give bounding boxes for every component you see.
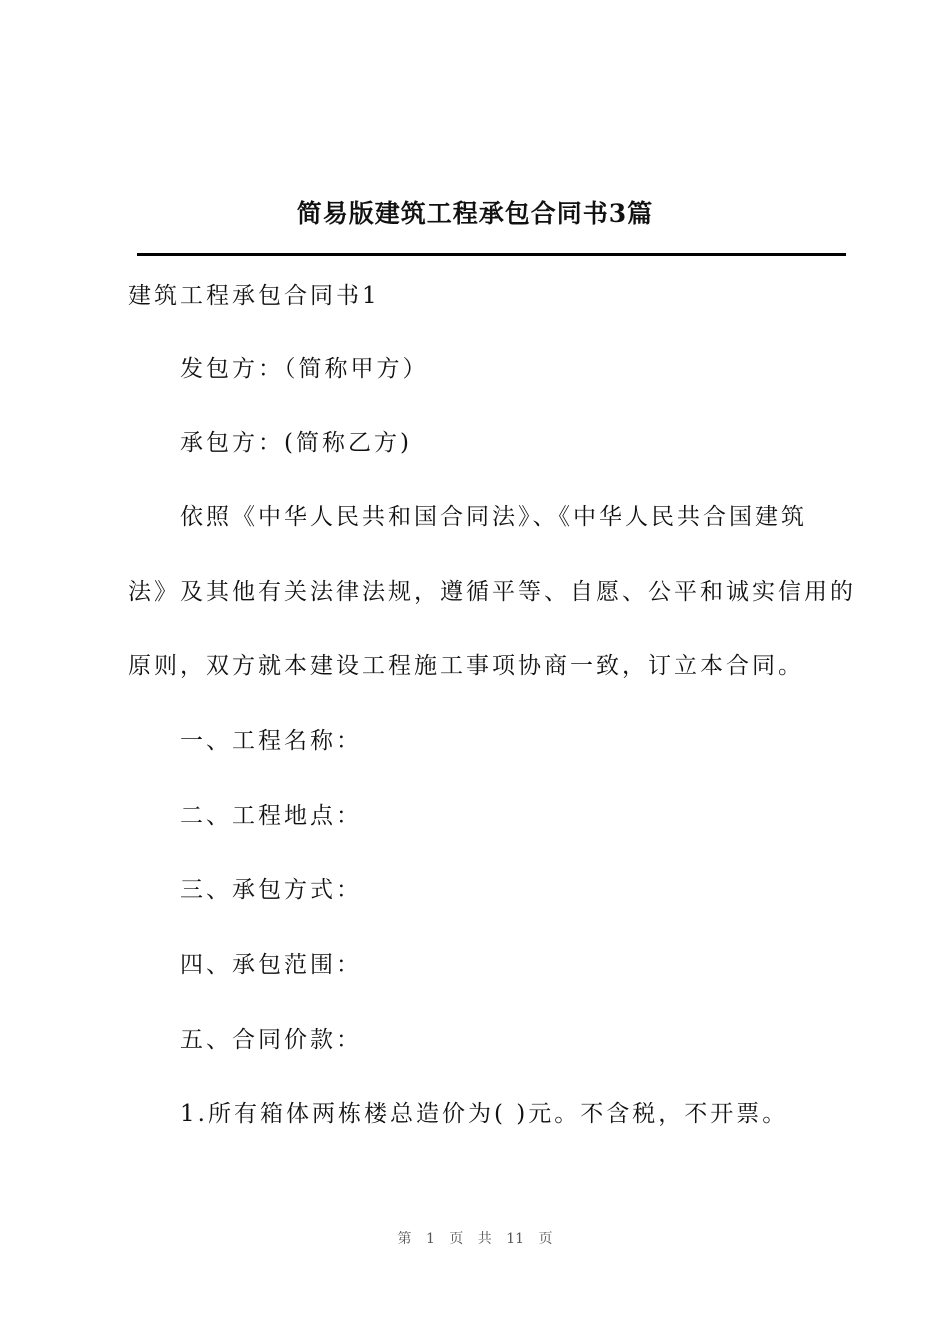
party-b-line: 承包方：(简称乙方): [180, 430, 412, 456]
preamble-line-2: 法》及其他有关法律法规，遵循平等、自愿、公平和诚实信用的: [128, 579, 856, 605]
clause-price: 五、合同价款：: [180, 1027, 362, 1053]
clause-contract-mode: 三、承包方式：: [180, 877, 362, 903]
document-title: 简易版建筑工程承包合同书3篇: [296, 199, 654, 228]
preamble-line-1: 依照《中华人民共和国合同法》、《中华人民共合国建筑: [180, 504, 807, 530]
clause-scope: 四、承包范围：: [180, 952, 362, 978]
clause-project-site: 二、工程地点：: [180, 803, 362, 829]
preamble-line-3: 原则，双方就本建设工程施工事项协商一致，订立本合同。: [128, 653, 804, 679]
page-footer: 第 1 页 共 11 页: [397, 1231, 553, 1247]
party-a-line: 发包方：（简称甲方）: [180, 356, 429, 382]
clause-project-name: 一、工程名称：: [180, 728, 362, 754]
price-item-1: 1.所有箱体两栋楼总造价为( )元。不含税，不开票。: [180, 1101, 789, 1127]
section-heading: 建筑工程承包合同书1: [128, 283, 380, 309]
title-divider: [137, 253, 846, 256]
